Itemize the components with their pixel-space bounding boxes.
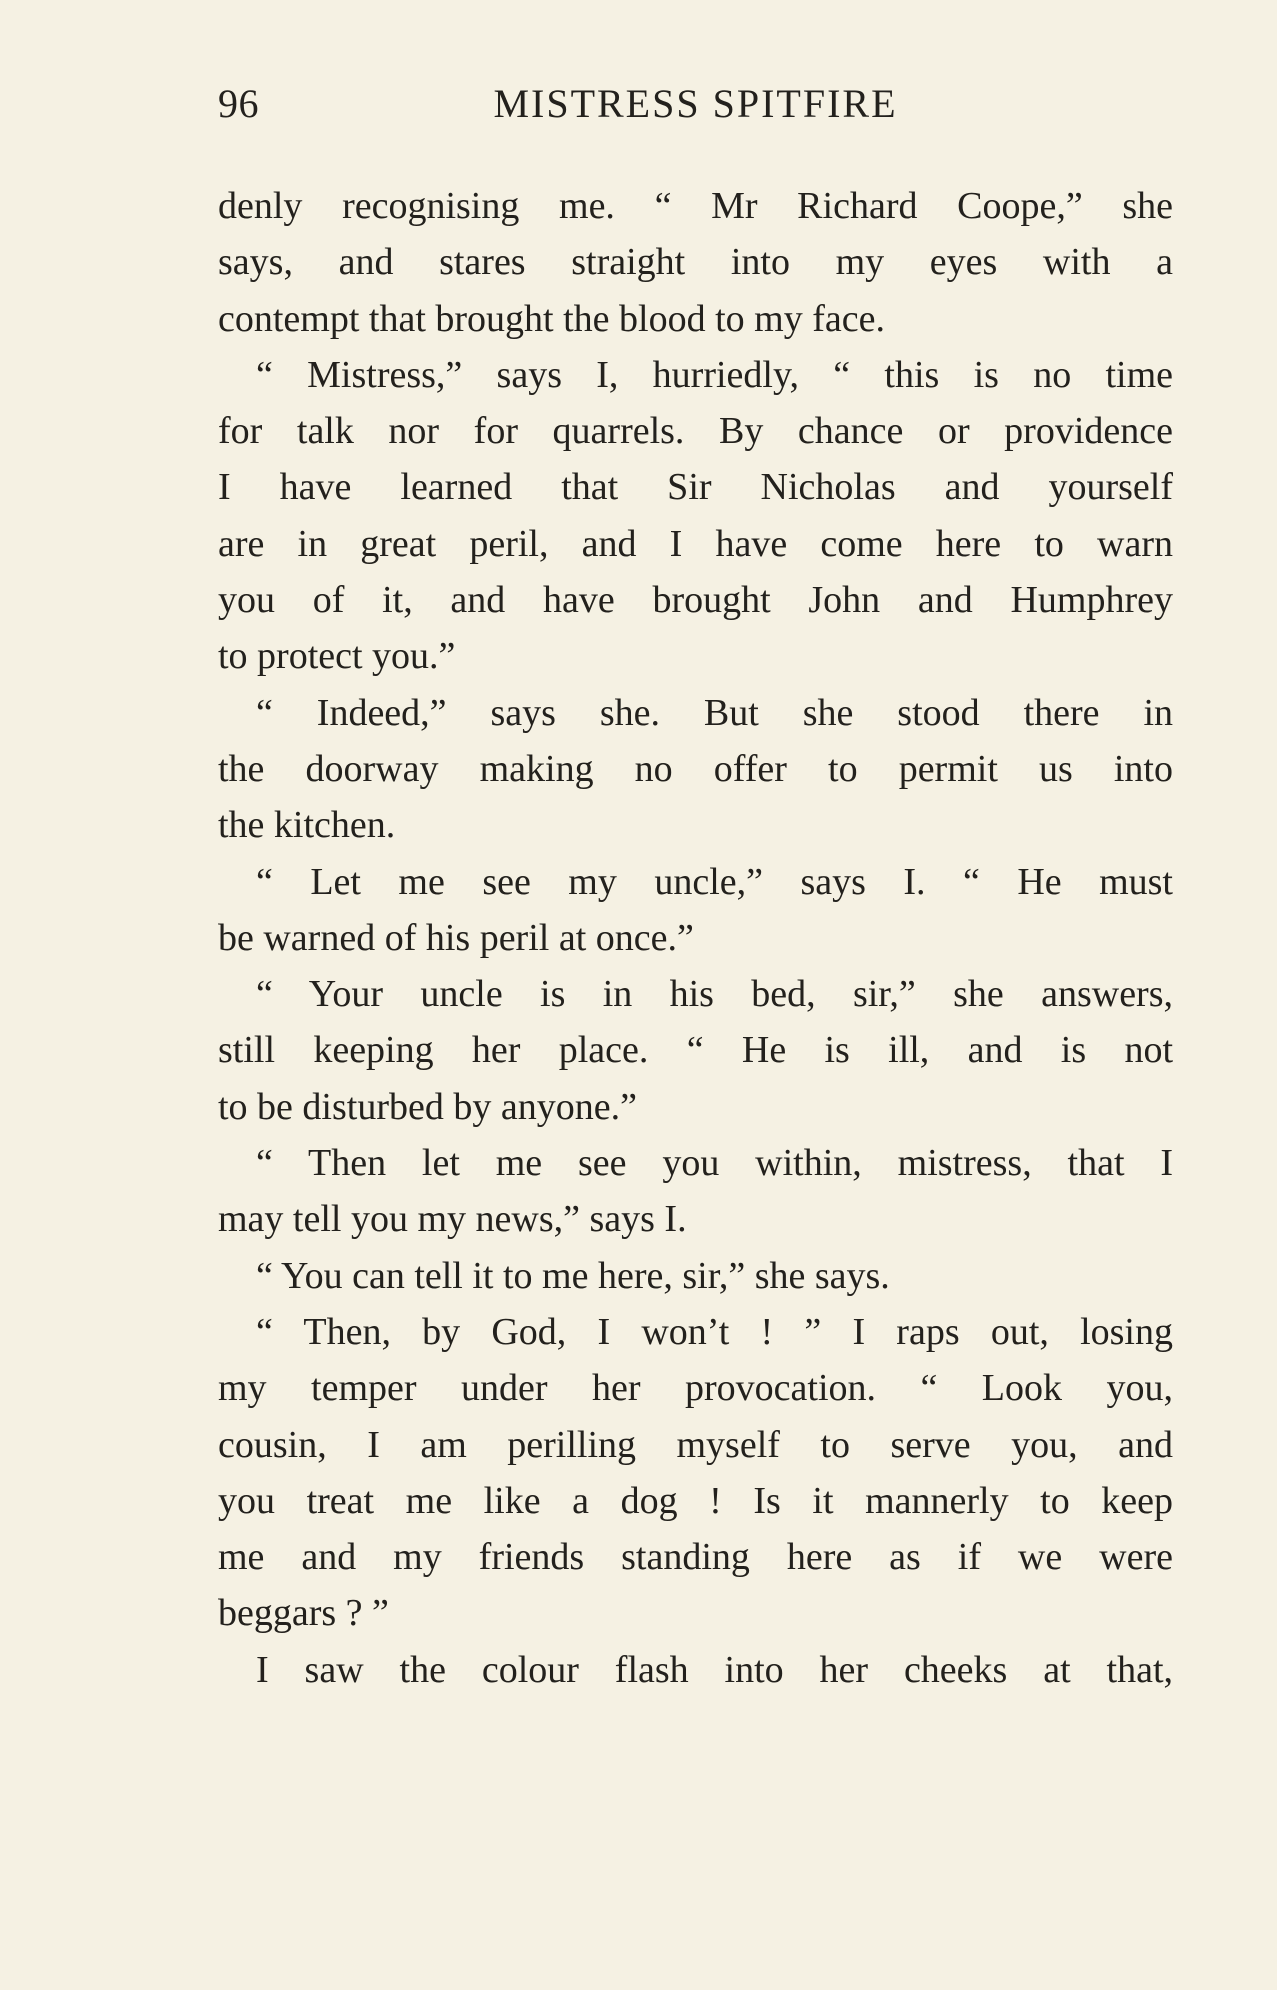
text-line: “ Then, by God, I won’t ! ” I raps out, losing bbox=[256, 1310, 1173, 1353]
text-line: to protect you.” bbox=[218, 635, 456, 678]
text-line: says, and stares straight into my eyes with a bbox=[218, 241, 1173, 284]
text-line: beggars ? ” bbox=[218, 1592, 389, 1635]
text-line: be warned of his peril at once.” bbox=[218, 916, 694, 959]
text-line: “ Indeed,” says she. But she stood there in bbox=[256, 691, 1173, 734]
text-line: “ Mistress,” says I, hurriedly, “ this is no time bbox=[256, 353, 1173, 396]
text-line: “ Then let me see you within, mistress, that I bbox=[256, 1142, 1173, 1185]
text-line: “ Your uncle is in his bed, sir,” she answers, bbox=[256, 973, 1173, 1016]
text-line: you treat me like a dog ! Is it mannerly to keep bbox=[218, 1479, 1173, 1522]
body-text bbox=[218, 178, 1173, 1698]
text-line: I have learned that Sir Nicholas and yourself bbox=[218, 466, 1173, 509]
text-line: cousin, I am perilling myself to serve you, and bbox=[218, 1423, 1173, 1466]
text-line: the kitchen. bbox=[218, 804, 396, 847]
text-line: “ You can tell it to me here, sir,” she says. bbox=[256, 1254, 890, 1297]
text-line: for talk nor for quarrels. By chance or providence bbox=[218, 410, 1173, 453]
text-line: me and my friends standing here as if we were bbox=[218, 1536, 1173, 1579]
text-line: still keeping her place. “ He is ill, and is not bbox=[218, 1029, 1173, 1072]
text-line: are in great peril, and I have come here to warn bbox=[218, 522, 1173, 565]
page-number: 96 bbox=[218, 81, 259, 126]
text-line: denly recognising me. “ Mr Richard Coope,” she bbox=[218, 185, 1173, 227]
text-line: to be disturbed by anyone.” bbox=[218, 1085, 637, 1128]
text-line: contempt that brought the blood to my face. bbox=[218, 297, 885, 340]
running-head bbox=[218, 76, 1173, 132]
text-line: the doorway making no offer to permit us into bbox=[218, 747, 1173, 790]
text-line: may tell you my news,” says I. bbox=[218, 1198, 687, 1241]
text-line: my temper under her provocation. “ Look you, bbox=[218, 1367, 1173, 1410]
running-title: MISTRESS SPITFIRE bbox=[493, 81, 898, 126]
text-line: I saw the colour flash into her cheeks at that, bbox=[256, 1648, 1173, 1691]
text-line: you of it, and have brought John and Humphrey bbox=[218, 579, 1173, 622]
text-line: “ Let me see my uncle,” says I. “ He must bbox=[256, 860, 1173, 903]
